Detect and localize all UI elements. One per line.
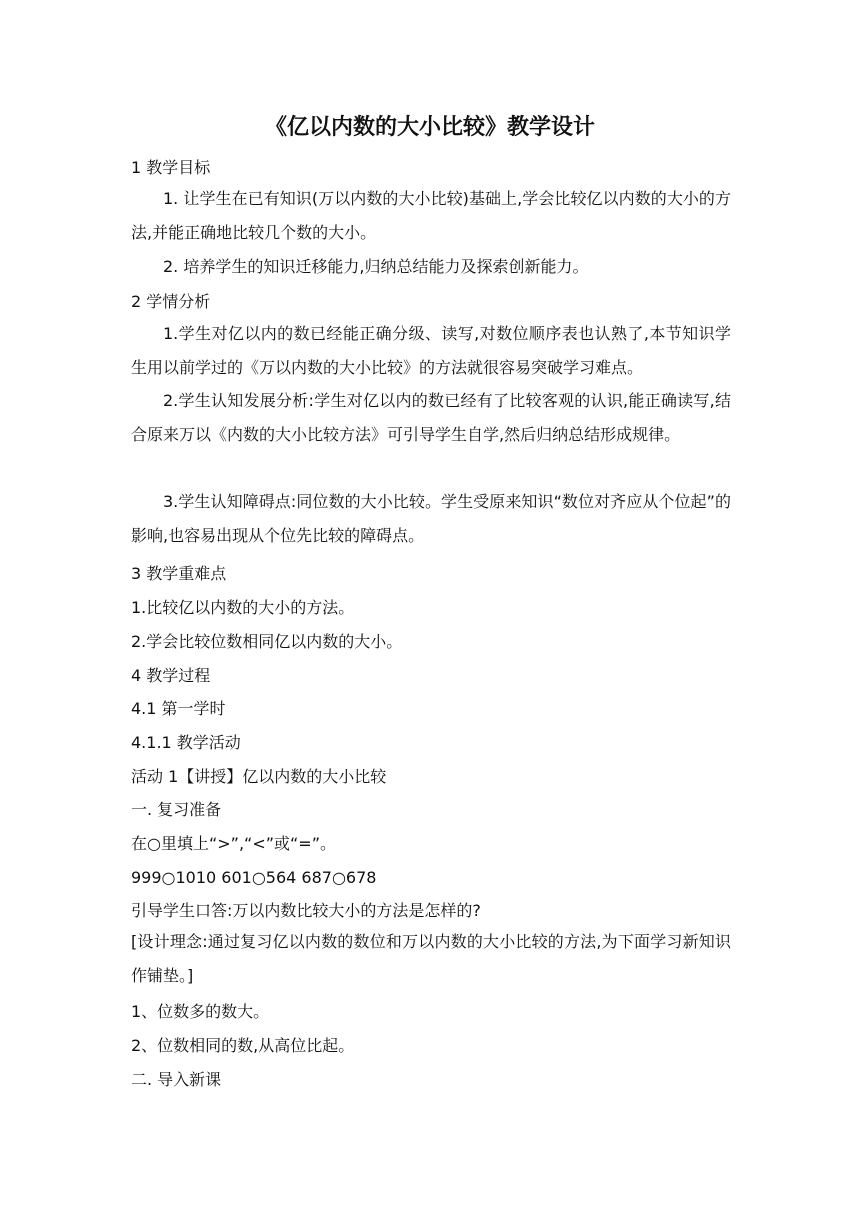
lesson-heading: 4.1 第一学时 (131, 699, 226, 718)
fill-instruction: 在○里填上“>”,“<”或“=”。 (131, 834, 337, 853)
goal-item-2: 2. 培养学生的知识迁移能力,归纳总结能力及探索创新能力。 (163, 257, 589, 276)
document-title: 《亿以内数的大小比较》教学设计 (264, 115, 595, 140)
analysis-item-1: 1.学生对亿以内的数已经能正确分级、读写,对数位顺序表也认熟了,本节知识学生用以前学过的《万以内数的大小比较》的方法就很容易突破学习难点。 (131, 324, 731, 377)
design-note: [设计理念:通过复习亿以内数的数位和万以内数的大小比较的方法,为下面学习新知识作铺垫。] (131, 932, 731, 985)
analysis-item-3: 3.学生认知障碍点:同位数的大小比较。学生受原来知识“数位对齐应从个位起”的影响,也容易出现从个位先比较的障碍点。 (131, 492, 731, 545)
activity-heading: 活动 1【讲授】亿以内数的大小比较 (131, 767, 387, 786)
process-heading: 4 教学过程 (131, 666, 211, 685)
part-heading-review: 一. 复习准备 (131, 800, 222, 819)
guide-question: 引导学生口答:万以内数比较大小的方法是怎样的? (131, 901, 481, 920)
activities-heading: 4.1.1 教学活动 (131, 733, 241, 752)
analysis-item-2: 2.学生认知发展分析:学生对亿以内的数已经有了比较客观的认识,能正确读写,结合原来万以《内数的大小比较方法》可引导学生自学,然后归纳总结形成规律。 (131, 391, 731, 444)
rule-item-2: 2、位数相同的数,从高位比起。 (131, 1036, 355, 1055)
keypoints-heading: 3 教学重难点 (131, 564, 227, 583)
keypoint-item-1: 1.比较亿以内数的大小的方法。 (131, 598, 355, 617)
analysis-heading: 2 学情分析 (131, 292, 211, 311)
exercise-line: 999○1010 601○564 687○678 (131, 868, 377, 887)
rule-item-1: 1、位数多的数大。 (131, 1002, 270, 1021)
goals-heading: 1 教学目标 (131, 158, 211, 177)
goal-item-1: 1. 让学生在已有知识(万以内数的大小比较)基础上,学会比较亿以内数的大小的方法,并能正确地比较几个数的大小。 (131, 189, 731, 242)
keypoint-item-2: 2.学会比较位数相同亿以内数的大小。 (131, 632, 403, 651)
part-heading-intro: 二. 导入新课 (131, 1070, 222, 1089)
